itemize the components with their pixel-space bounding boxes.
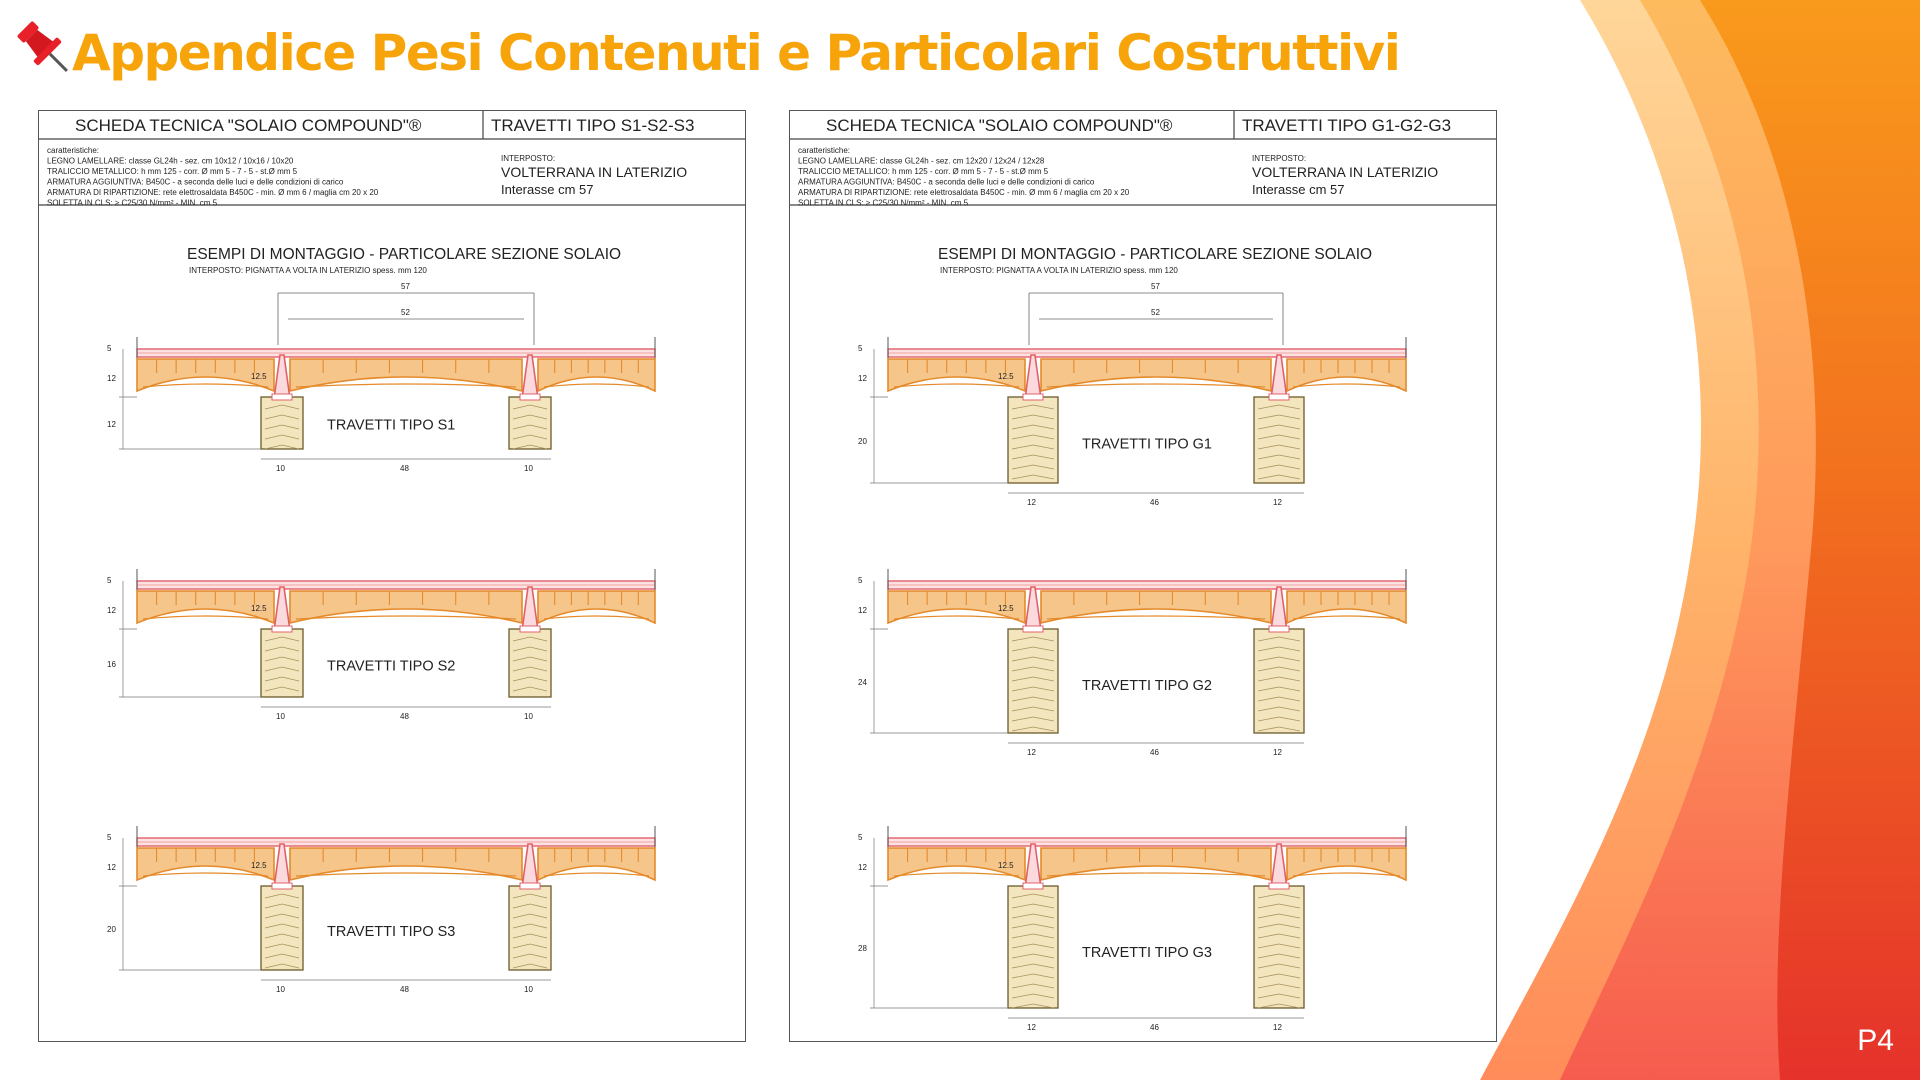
dim-block-label: 12 xyxy=(858,863,867,872)
truss-dim-label: 12.5 xyxy=(251,372,267,381)
dim-gap-label: 48 xyxy=(400,712,409,721)
dim-beam-width-label: 12 xyxy=(1273,498,1282,507)
beam-type-label: TRAVETTI TIPO S3 xyxy=(327,924,456,941)
dim-gap-label: 46 xyxy=(1150,1023,1159,1032)
clay-block-inner xyxy=(1047,384,1265,387)
clay-block-inner xyxy=(894,873,1019,876)
spec-line: LEGNO LAMELLARE: classe GL24h - sez. cm 10x12 / 10x16 / 10x20 xyxy=(47,156,294,166)
dim-block-label: 12 xyxy=(107,374,116,383)
section-detail xyxy=(858,282,1406,507)
truss-dim-label: 12.5 xyxy=(998,372,1014,381)
dim-beam-width-label: 10 xyxy=(524,985,533,994)
section-subtitle: INTERPOSTO: PIGNATTA A VOLTA IN LATERIZIO spess. mm 120 xyxy=(940,266,1178,275)
sheet-header-type: TRAVETTI TIPO S1-S2-S3 xyxy=(491,116,695,135)
metal-truss xyxy=(274,844,290,888)
truss-base xyxy=(272,883,292,889)
dim-slab-label: 5 xyxy=(107,833,112,842)
spec-line: ARMATURA AGGIUNTIVA: B450C - a seconda delle luci e delle condizioni di carico xyxy=(798,177,1095,187)
dim-label-inner: 52 xyxy=(1151,308,1160,317)
truss-base xyxy=(1023,883,1043,889)
truss-base xyxy=(1269,883,1289,889)
page-title: Appendice Pesi Contenuti e Particolari Costruttivi xyxy=(72,24,1400,82)
beam-type-label: TRAVETTI TIPO S1 xyxy=(327,417,456,434)
spec-line: TRALICCIO METALLICO: h mm 125 - corr. Ø mm 5 - 7 - 5 - st.Ø mm 5 xyxy=(47,167,298,176)
dim-slab-label: 5 xyxy=(858,833,863,842)
dim-block-label: 12 xyxy=(858,374,867,383)
truss-base xyxy=(272,394,292,400)
dim-block-label: 12 xyxy=(107,606,116,615)
glulam-beam xyxy=(1254,397,1304,483)
dim-beam-width-label: 12 xyxy=(1027,748,1036,757)
clay-block-inner xyxy=(544,873,649,876)
dim-block-label: 12 xyxy=(858,606,867,615)
metal-truss xyxy=(1271,355,1287,399)
interposto-label: INTERPOSTO: xyxy=(1252,154,1307,163)
clay-block-inner xyxy=(544,616,649,619)
metal-truss xyxy=(1025,844,1041,888)
clay-block-inner xyxy=(1293,616,1400,619)
glulam-beam xyxy=(1008,397,1058,483)
beam-type-label: TRAVETTI TIPO G2 xyxy=(1082,678,1212,695)
truss-dim-label: 12.5 xyxy=(998,604,1014,613)
dim-label-outer: 57 xyxy=(401,282,410,291)
dim-slab-label: 5 xyxy=(858,344,863,353)
clay-block-inner xyxy=(1047,873,1265,876)
spec-line: ARMATURA DI RIPARTIZIONE: rete elettrosaldata B450C - min. Ø mm 6 / maglia cm 20 x 20 xyxy=(47,188,379,197)
dim-gap-label: 48 xyxy=(400,985,409,994)
truss-base xyxy=(1269,626,1289,632)
truss-base xyxy=(520,394,540,400)
sheet-header-type: TRAVETTI TIPO G1-G2-G3 xyxy=(1242,116,1452,135)
clay-block-inner xyxy=(143,616,268,619)
dim-slab-label: 5 xyxy=(107,576,112,585)
dim-label-outer: 57 xyxy=(1151,282,1160,291)
spec-line: caratteristiche: xyxy=(798,146,851,155)
dim-gap-label: 46 xyxy=(1150,498,1159,507)
truss-base xyxy=(520,883,540,889)
clay-block-inner xyxy=(544,384,649,387)
section-detail xyxy=(107,826,655,994)
section-detail xyxy=(858,826,1406,1032)
truss-base xyxy=(1269,394,1289,400)
metal-truss xyxy=(522,844,538,888)
dim-beam-height-label: 24 xyxy=(858,678,867,687)
page-number: P4 xyxy=(1857,1024,1894,1057)
dim-label-inner: 52 xyxy=(401,308,410,317)
dim-beam-width-label: 12 xyxy=(1273,748,1282,757)
dim-beam-height-label: 28 xyxy=(858,944,867,953)
clay-block-inner xyxy=(296,384,516,387)
metal-truss xyxy=(1025,355,1041,399)
sheet-header-title: SCHEDA TECNICA "SOLAIO COMPOUND"® xyxy=(75,116,422,135)
sheet-drawing-g xyxy=(790,111,1496,1041)
spec-line: caratteristiche: xyxy=(47,146,100,155)
metal-truss xyxy=(522,587,538,631)
technical-sheet-s xyxy=(38,110,746,1042)
section-detail xyxy=(107,569,655,721)
spec-line: TRALICCIO METALLICO: h mm 125 - corr. Ø mm 5 - 7 - 5 - st.Ø mm 5 xyxy=(798,167,1049,176)
pushpin-icon xyxy=(12,16,78,82)
dim-beam-width-label: 12 xyxy=(1273,1023,1282,1032)
clay-block-inner xyxy=(143,873,268,876)
dim-beam-height-label: 20 xyxy=(107,925,116,934)
beam-type-label: TRAVETTI TIPO S2 xyxy=(327,658,456,675)
clay-block-inner xyxy=(296,873,516,876)
beam-type-label: TRAVETTI TIPO G3 xyxy=(1082,945,1212,962)
interasse-value: Interasse cm 57 xyxy=(501,182,594,197)
clay-block-inner xyxy=(894,616,1019,619)
dim-beam-width-label: 10 xyxy=(524,464,533,473)
dim-beam-width-label: 10 xyxy=(276,712,285,721)
spec-line: ARMATURA DI RIPARTIZIONE: rete elettrosaldata B450C - min. Ø mm 6 / maglia cm 20 x 20 xyxy=(798,188,1130,197)
section-detail xyxy=(858,569,1406,757)
dim-slab-label: 5 xyxy=(858,576,863,585)
clay-block-inner xyxy=(1293,384,1400,387)
truss-base xyxy=(1023,394,1043,400)
interposto-label: INTERPOSTO: xyxy=(501,154,556,163)
section-detail xyxy=(107,282,655,473)
dim-beam-height-label: 12 xyxy=(107,420,116,429)
interasse-value: Interasse cm 57 xyxy=(1252,182,1345,197)
clay-block-inner xyxy=(1047,616,1265,619)
metal-truss xyxy=(1271,587,1287,631)
spec-line: ARMATURA AGGIUNTIVA: B450C - a seconda delle luci e delle condizioni di carico xyxy=(47,177,344,187)
metal-truss xyxy=(1025,587,1041,631)
truss-dim-label: 12.5 xyxy=(251,861,267,870)
clay-block-inner xyxy=(143,384,268,387)
truss-base xyxy=(520,626,540,632)
metal-truss xyxy=(274,355,290,399)
clay-block-inner xyxy=(296,616,516,619)
spec-line: SOLETTA IN CLS: ≥ C25/30 N/mm² - MIN. cm 5 xyxy=(47,198,218,208)
dim-beam-width-label: 12 xyxy=(1027,1023,1036,1032)
dim-beam-width-label: 10 xyxy=(276,985,285,994)
truss-dim-label: 12.5 xyxy=(998,861,1014,870)
spec-line: LEGNO LAMELLARE: classe GL24h - sez. cm 12x20 / 12x24 / 12x28 xyxy=(798,156,1045,166)
dim-beam-width-label: 10 xyxy=(524,712,533,721)
metal-truss xyxy=(522,355,538,399)
metal-truss xyxy=(1271,844,1287,888)
dim-beam-width-label: 12 xyxy=(1027,498,1036,507)
clay-block-inner xyxy=(1293,873,1400,876)
dim-slab-label: 5 xyxy=(107,344,112,353)
dim-block-label: 12 xyxy=(107,863,116,872)
technical-sheet-g xyxy=(789,110,1497,1042)
dim-gap-label: 46 xyxy=(1150,748,1159,757)
truss-dim-label: 12.5 xyxy=(251,604,267,613)
sheet-header-title: SCHEDA TECNICA "SOLAIO COMPOUND"® xyxy=(826,116,1173,135)
sheet-drawing-s xyxy=(39,111,745,1041)
truss-base xyxy=(272,626,292,632)
interposto-value: VOLTERRANA IN LATERIZIO xyxy=(501,164,688,180)
truss-base xyxy=(1023,626,1043,632)
section-title: ESEMPI DI MONTAGGIO - PARTICOLARE SEZIONE SOLAIO xyxy=(187,246,622,263)
dim-beam-width-label: 10 xyxy=(276,464,285,473)
section-subtitle: INTERPOSTO: PIGNATTA A VOLTA IN LATERIZIO spess. mm 120 xyxy=(189,266,427,275)
beam-type-label: TRAVETTI TIPO G1 xyxy=(1082,436,1212,453)
spec-line: SOLETTA IN CLS: ≥ C25/30 N/mm² - MIN. cm 5 xyxy=(798,198,969,208)
dim-beam-height-label: 16 xyxy=(107,660,116,669)
clay-block-inner xyxy=(894,384,1019,387)
metal-truss xyxy=(274,587,290,631)
dim-beam-height-label: 20 xyxy=(858,437,867,446)
interposto-value: VOLTERRANA IN LATERIZIO xyxy=(1252,164,1439,180)
section-title: ESEMPI DI MONTAGGIO - PARTICOLARE SEZIONE SOLAIO xyxy=(938,246,1373,263)
dim-gap-label: 48 xyxy=(400,464,409,473)
